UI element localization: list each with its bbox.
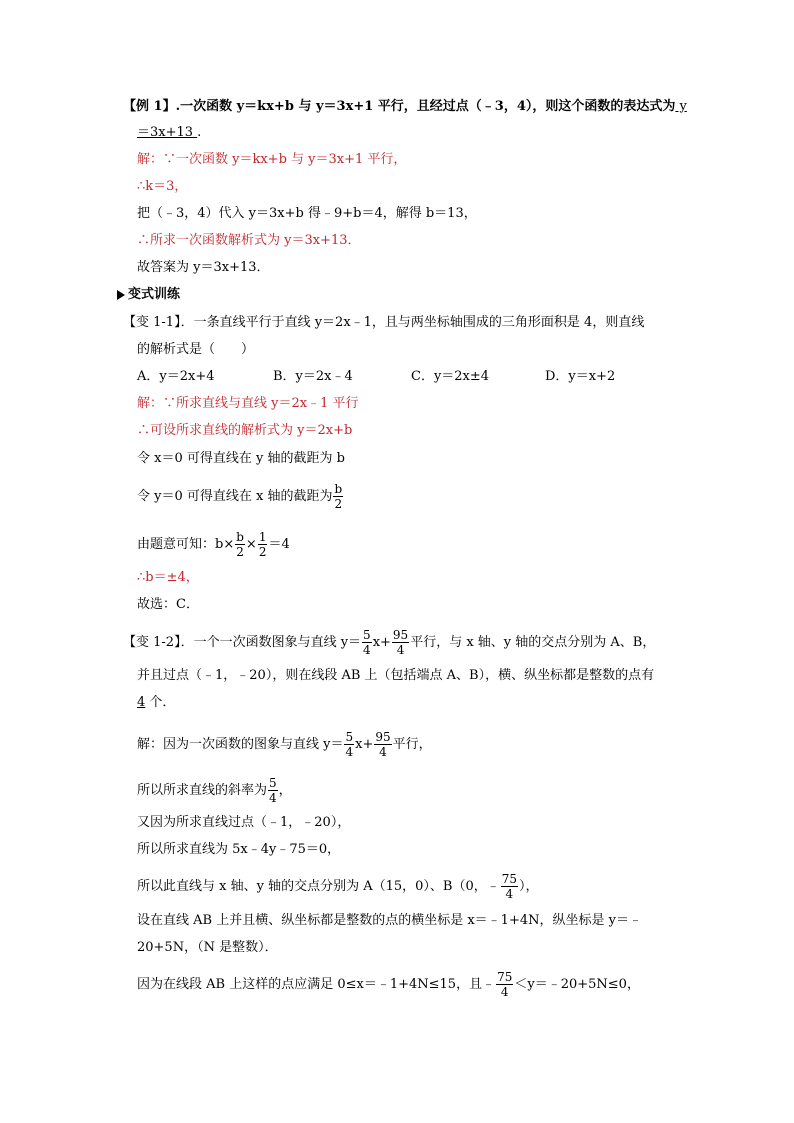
example1-question	[123, 98, 687, 116]
section-title: 变式训练	[128, 287, 181, 302]
option-b: B．y＝2x﹣4	[273, 369, 353, 384]
example1-solution-3: 把（﹣3，4）代入 y＝3x+b 得﹣9+b＝4，解得 b＝13，	[137, 206, 477, 221]
variant11-solution-5-end: ＝4	[268, 537, 290, 552]
fraction-numerator: 75	[501, 872, 518, 886]
fraction-denominator: 2	[258, 545, 267, 559]
fraction-denominator: 2	[334, 497, 343, 511]
fraction-denominator: 2	[236, 545, 244, 559]
option-d: D．y＝x+2	[545, 369, 616, 384]
fraction-numerator: 1	[258, 530, 267, 544]
variant12-question-1-mid: x+	[372, 635, 391, 650]
variant11-solution-5-text: 由题意可知：b×	[137, 537, 235, 552]
variant11-solution-7: 故选：C．	[137, 597, 199, 612]
fraction-numerator: b	[236, 530, 244, 544]
variant12-solution-5-end: ），	[519, 879, 539, 894]
example1-question-text: 【例 1】.一次函数 y＝kx+b 与 y＝3x+1 平行，且经过点（﹣3，4），则这个函数的表达式为	[123, 99, 676, 114]
example1-answer-blank-2: ＝3x+13	[137, 125, 198, 140]
variant12-question-3	[137, 694, 175, 712]
fraction-numerator: 95	[375, 730, 391, 744]
fraction	[496, 970, 513, 999]
option-c: C．y＝2x±4	[411, 369, 490, 384]
example1-answer-blank-1: y	[675, 99, 687, 114]
fraction-denominator: 4	[269, 791, 277, 805]
fraction-denominator: 4	[374, 744, 391, 759]
variant12-solution-6: 设在直线 AB 上并且横、纵坐标都是整数的点的横坐标是 x＝﹣1+4N，纵坐标是 y＝﹣	[137, 913, 642, 928]
variant12-solution-4: 所以所求直线为 5x﹣4y﹣75＝0，	[137, 842, 341, 857]
variant12-solution-2-end: ，	[278, 783, 292, 798]
fraction-denominator: 4	[345, 745, 354, 759]
variant12-solution-5-text: 所以此直线与 x 轴、y 轴的交点分别为 A（15，0）、B（0，﹣	[137, 879, 500, 894]
variant12-solution-1-mid: x+	[355, 737, 374, 752]
variant11-solution-5	[137, 530, 290, 559]
variant12-solution-2	[137, 776, 292, 805]
fraction-numerator: 5	[363, 628, 371, 642]
variant12-solution-7: 20+5N，（N 是整数）．	[137, 940, 278, 955]
section-heading	[117, 286, 180, 304]
fraction	[258, 530, 268, 559]
fraction-denominator: 4	[501, 886, 518, 901]
example1-solution-4: ∴所求一次函数解析式为 y＝3x+13．	[137, 233, 361, 248]
variant12-question-1-end: 平行，与 x 轴、y 轴的交点分别为 A、B，	[410, 635, 656, 650]
variant11-options	[137, 368, 615, 386]
example1-solution-1: 解：∵一次函数 y＝kx+b 与 y＝3x+1 平行，	[137, 152, 407, 167]
variant12-solution-3: 又因为所求直线过点（﹣1，﹣20），	[137, 815, 351, 830]
fraction-denominator: 4	[496, 984, 513, 999]
example1-question-cont	[137, 124, 201, 142]
fraction	[501, 872, 518, 901]
variant12-solution-8-text: 因为在线段 AB 上这样的点应满足 0≤x＝﹣1+4N≤15，且﹣	[137, 977, 496, 992]
fraction	[374, 730, 391, 759]
example1-solution-2: ∴k＝3，	[137, 179, 188, 194]
fraction-numerator: 75	[497, 970, 513, 984]
fraction-numerator: 95	[392, 628, 409, 642]
variant11-question-1: 【变 1-1】．一条直线平行于直线 y＝2x﹣1，且与两坐标轴围成的三角形面积是 4，则直线	[123, 315, 645, 330]
variant12-solution-8	[137, 970, 640, 999]
example1-question-end: .	[197, 125, 202, 140]
variant12-question-3-end: 个．	[145, 695, 176, 710]
variant11-solution-6: ∴b＝±4，	[137, 570, 199, 585]
variant11-solution-4-text: 令 y＝0 可得直线在 x 轴的截距为	[137, 489, 333, 504]
fraction	[268, 776, 278, 805]
variant11-solution-3: 令 x＝0 可得直线在 y 轴的截距为 b	[137, 451, 345, 466]
variant12-answer: 4	[137, 695, 146, 710]
fraction-numerator: 5	[269, 776, 277, 790]
variant11-solution-2: ∴可设所求直线的解析式为 y＝2x+b	[137, 423, 353, 438]
variant11-question-2: 的解析式是（ ）	[137, 342, 255, 357]
arrow-bullet-icon	[117, 290, 125, 300]
variant12-question-1-text: 【变 1-2】．一个一次函数图象与直线 y＝	[123, 635, 362, 650]
variant12-solution-5	[137, 872, 539, 901]
fraction-denominator: 4	[392, 642, 409, 657]
variant12-solution-1-text: 解：因为一次函数的图象与直线 y＝	[137, 737, 344, 752]
variant12-solution-2-text: 所以所求直线的斜率为	[137, 783, 268, 798]
fraction	[235, 530, 245, 559]
fraction-denominator: 4	[363, 643, 371, 657]
fraction	[392, 628, 409, 657]
variant12-solution-8-end: ＜y＝﹣20+5N≤0，	[514, 977, 640, 992]
example1-solution-5: 故答案为 y＝3x+13．	[137, 260, 270, 275]
fraction-numerator: 5	[345, 730, 354, 744]
fraction-numerator: b	[334, 482, 343, 496]
fraction	[333, 482, 343, 511]
variant12-solution-1	[137, 730, 432, 759]
variant12-question-1	[123, 628, 655, 657]
fraction	[362, 628, 372, 657]
variant11-solution-1: 解：∵所求直线与直线 y＝2x﹣1 平行	[137, 396, 359, 411]
times-sign: ×	[245, 537, 257, 552]
fraction	[344, 730, 354, 759]
variant11-solution-4	[137, 482, 344, 511]
variant12-question-2: 并且过点（﹣1，﹣20），则在线段 AB 上（包括端点 A、B），横、纵坐标都是整数的点有	[137, 668, 655, 683]
variant12-solution-1-end: 平行，	[392, 737, 432, 752]
option-a: A．y＝2x+4	[137, 369, 215, 384]
